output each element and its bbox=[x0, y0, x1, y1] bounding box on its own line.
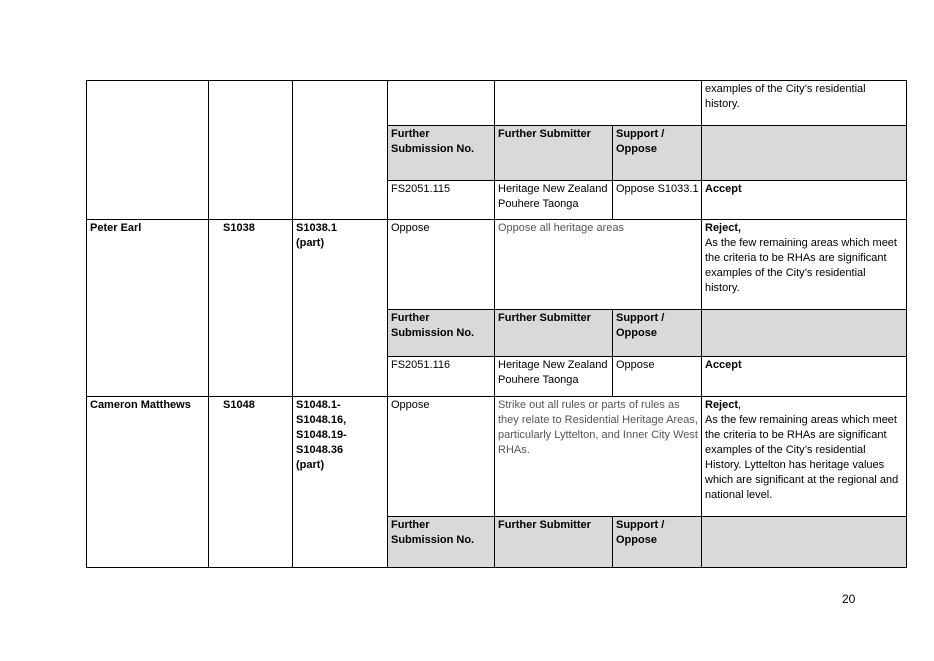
submissions-table bbox=[86, 80, 907, 568]
submitter-name: Peter Earl bbox=[90, 222, 142, 234]
decision-label: Reject bbox=[705, 399, 739, 411]
decision-cell bbox=[702, 220, 906, 297]
submission-no: S1048 bbox=[223, 399, 255, 411]
further-submission-no-header: Further Submission No. bbox=[391, 128, 475, 155]
further-submitter-header: Further Submitter bbox=[498, 312, 591, 324]
decision-cell bbox=[702, 397, 906, 504]
further-submitter: Heritage New Zealand Pouhere Taonga bbox=[498, 183, 608, 210]
decision-label: Reject, bbox=[705, 222, 742, 234]
submission-position: Oppose bbox=[391, 399, 430, 411]
further-submitter-header: Further Submitter bbox=[498, 128, 591, 140]
further-submitter-header: Further Submitter bbox=[498, 519, 591, 531]
further-submitter: Heritage New Zealand Pouhere Taonga bbox=[498, 359, 608, 386]
submission-summary: Oppose all heritage areas bbox=[498, 222, 624, 234]
table-border-bottom bbox=[86, 567, 907, 568]
submitter-name: Cameron Matthews bbox=[90, 399, 191, 411]
decision-text: As the few remaining areas which meet the criteria to be RHAs are significant examples of the City’s residential History. Lyttelton has heritage values which are significant at the regional and national level. bbox=[705, 414, 899, 501]
submission-summary: Strike out all rules or parts of rules as they relate to Residential Heritage Areas, particularly Lyttelton, and Inner City West RHAs. bbox=[498, 399, 698, 456]
support-oppose-header: Support / Oppose bbox=[616, 519, 665, 546]
submission-position: Oppose bbox=[391, 222, 430, 234]
decision-separator: , bbox=[738, 399, 742, 411]
further-submission-no: FS2051.116 bbox=[391, 359, 451, 371]
further-submission-no-header: Further Submission No. bbox=[391, 312, 475, 339]
further-decision: Accept bbox=[705, 359, 742, 371]
further-submission-no: FS2051.115 bbox=[391, 183, 451, 195]
further-decision: Accept bbox=[705, 183, 742, 195]
column-divider bbox=[208, 80, 209, 568]
support-oppose: Oppose bbox=[616, 359, 655, 371]
support-oppose-header: Support / Oppose bbox=[616, 312, 665, 339]
decision-text: As the few remaining areas which meet the criteria to be RHAs are significant examples of the City’s residential history. bbox=[705, 237, 897, 294]
submission-point: S1048.1- S1048.16, S1048.19- S1048.36 (part) bbox=[296, 399, 347, 471]
support-oppose: Oppose S1033.1 bbox=[616, 183, 699, 195]
table-border-left bbox=[86, 80, 87, 568]
page-number: 20 bbox=[842, 592, 856, 606]
further-submission-no-header: Further Submission No. bbox=[391, 519, 475, 546]
support-oppose-header: Support / Oppose bbox=[616, 128, 665, 155]
decision-cell: examples of the City’s residential history. bbox=[705, 83, 866, 110]
submission-point: S1038.1 (part) bbox=[296, 222, 337, 249]
submission-no: S1038 bbox=[223, 222, 255, 234]
column-divider bbox=[292, 80, 293, 568]
table-border-right bbox=[906, 80, 907, 568]
